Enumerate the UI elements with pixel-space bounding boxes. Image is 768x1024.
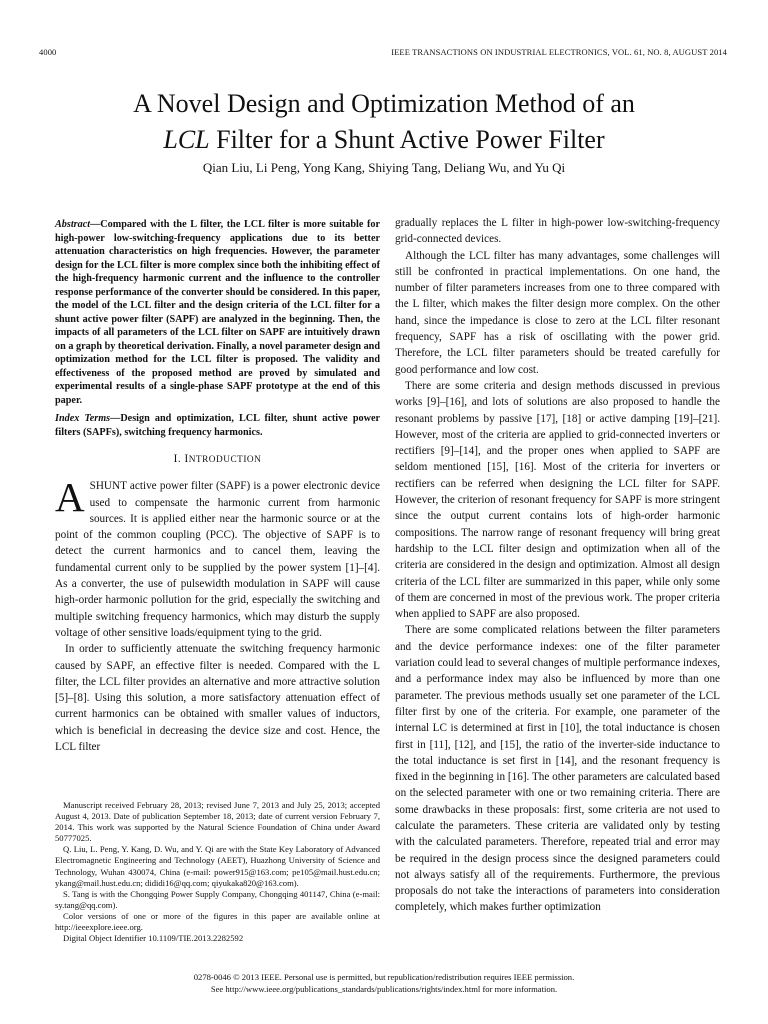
footnote-manuscript: Manuscript received February 28, 2013; revised June 7, 2013 and July 25, 2013; accepted August 4, 2013. Date of publication September 18, 2013; date of current version February 7, 2014. This work was supported by the Natural Science Foundation of China under Award 50777025. [55,800,380,844]
intro-paragraph-1-text: SHUNT active power filter (SAPF) is a power electronic device used to compensate the harmonic current from harmonic sources. It is applied either near the harmonic source or at the point of the common coupling (PCC). The objective of SAPF is to detect the current harmonics and to cancel them, leaving the fundamental current only to be supplied by the power system [1]–[4]. As a converter, the use of pulsewidth modulation in SAPF will cause high-order harmonic pollution for the grid, especially the switching and multiple switching frequency harmonics, which may disturb the supply voltage of other sensitive loads/equipment tying to the grid. [55,480,380,639]
right-column [395,215,720,916]
abstract-text: —Compared with the L filter, the LCL filter is more suitable for high-power low-switching-frequency applications due to its better attenuation characteristics on high frequencies. However, the parameter design for the LCL filter is more complex since both the inhibiting effect of the high-frequency harmonic current and the influence to the controller response performance of the converter should be considered. In this paper, the model of the LCL filter and the design criteria of the LCL filter for a shunt active power filter (SAPF) are analyzed in the beginning. Then, the impacts of all parameters of the LCL filter on SAPF are intuitively drawn on a graph by theoretical derivation. Finally, a novel parameter design and optimization method for the LCL filter is proposed. The validity and effectiveness of the proposed method are proved by simulated and experimental results of a single-phase SAPF prototype at the end of this paper. [55,219,380,406]
intro-paragraph-1 [55,474,380,641]
copyright-notice: 0278-0046 © 2013 IEEE. Personal use is permitted, but republication/redistribution requires IEEE permission. [193,972,575,982]
rights-url-notice: See http://www.ieee.org/publications_standards/publications/rights/index.html for more information. [210,984,558,994]
footnote-color-versions: Color versions of one or more of the figures in this paper are available online at http://ieeexplore.ieee.org. [55,910,380,933]
right-paragraph-3: There are some criteria and design methods discussed in previous works [9]–[16], and lots of solutions are also proposed to handle the resonant problems by passive [17], [18] or active damping [19]–[21]. However, most of the criteria are applied to grid-connected inverters or rectifiers [9]–[14], and the proper ones when applied to SAPF are seldom mentioned [15], [16]. Most of the criteria for inverters or rectifiers can be referred when designing the LCL filter for SAPF. However, the criterion of resonant frequency for SAPF is more stringent since the output current contains lots of high-order harmonic compositions. The narrow range of resonant frequency will bring great hardship to the LCL filter design and optimization when all of the criteria are considered in the design and optimization. Almost all design criteria of the LCL filter are summarized in this paper, while only some of them are concerned in most of the previous work. The proper criteria when applied to SAPF are also proposed. [395,379,720,621]
section-heading-introduction [55,451,380,468]
first-page-footnote [55,797,380,944]
abstract-lead: Abstract [55,219,91,230]
title-line-2 [0,122,768,158]
index-terms [55,412,380,439]
drop-cap: A [55,474,85,521]
title-line-1: A Novel Design and Optimization Method of an [133,89,635,118]
section-title-initial: I [184,453,189,465]
index-terms-lead: Index Terms [55,413,111,424]
title-line-2-rest: Filter for a Shunt Active Power Filter [209,125,605,154]
title-lcl-italic: LCL [163,125,210,154]
section-title-rest: NTRODUCTION [188,455,262,465]
left-column [55,218,380,755]
section-number: I. [173,453,182,465]
right-paragraph-1: gradually replaces the L filter in high-power low-switching-frequency grid-connected devices. [395,217,720,246]
author-list: Qian Liu, Li Peng, Yong Kang, Shiying Tang, Deliang Wu, and Yu Qi [202,160,566,175]
abstract [55,218,380,407]
footnote-doi: Digital Object Identifier 10.1109/TIE.2013.2282592 [63,933,244,944]
right-paragraph-2: Although the LCL filter has many advantages, some challenges will still be confronted in practical implementations. On one hand, the number of filter parameters increases from one to three compared with the L filter, which makes the filter design more complex. On the other hand, since the impedance is close to zero at the LCL filter resonant frequency, SAPF has a risk of oscillating with the power grid. Therefore, the LCL filter parameters should be treated carefully for good performance and low cost. [395,249,720,376]
footnote-affiliation-1: Q. Liu, L. Peng, Y. Kang, D. Wu, and Y. Qi are with the State Key Laboratory of Advanced Electromagnetic Engineering and Technology (AEET), Huazhong University of Science and Technology, Wuhan 430074, China (e-mail: power915@163.com; pe105@mail.hust.edu.cn; ykang@mail.hust.edu.cn; dididi16@qq.com; qiyukaka820@163.com). [55,844,380,888]
paper-title [0,86,768,158]
footnote-affiliation-2: S. Tang is with the Chongqing Power Supply Company, Chongqing 401147, China (e-mail: sy.tang@qq.com). [55,888,380,910]
intro-paragraph-2: In order to sufficiently attenuate the switching frequency harmonic caused by SAPF, an effective filter is needed. Compared with the L filter, the LCL filter provides an alternative and more attractive solution [5]–[8]. Using this solution, a more satisfactory attenuation effect of current harmonics can be obtained with smaller values of inductors, which is beneficial in decreasing the device size and cost. Hence, the LCL filter [55,643,380,754]
right-paragraph-4: There are some complicated relations between the filter parameters and the device performance indexes: one of the filter parameter variation could lead to several changes of multiple performance indexes, and a performance index may also be influenced by more than one parameter. The previous methods usually set one parameter of the LCL filter first by one of the criteria. For example, one parameter of the internal LC is determined at first in [10], the total inductance is chosen first in [11], [12], and [15], the ratio of the inverter-side inductance to the total inductance is set first in [14], and the resonant frequency is fixed in the beginning in [16]. The other parameters are calculated based on the selected parameter with one or two remaining criteria. There are some drawbacks in these proposals: first, some criteria are not used to calculate the parameters. These criteria are validated only by testing with the calculated parameters. Therefore, repeated trial and error may be required in the design process since the designed parameters could not always satisfy all of the requirements. Furthermore, the previous proposals do not take the interactions of parameters into consideration completely, which makes further optimization [395,624,720,914]
running-header: IEEE TRANSACTIONS ON INDUSTRIAL ELECTRONICS, VOL. 61, NO. 8, AUGUST 2014 [391,47,727,57]
index-terms-text: —Design and optimization, LCL filter, shunt active power filters (SAPFs), switching frequency harmonics. [55,413,380,438]
page-number: 4000 [39,47,57,57]
